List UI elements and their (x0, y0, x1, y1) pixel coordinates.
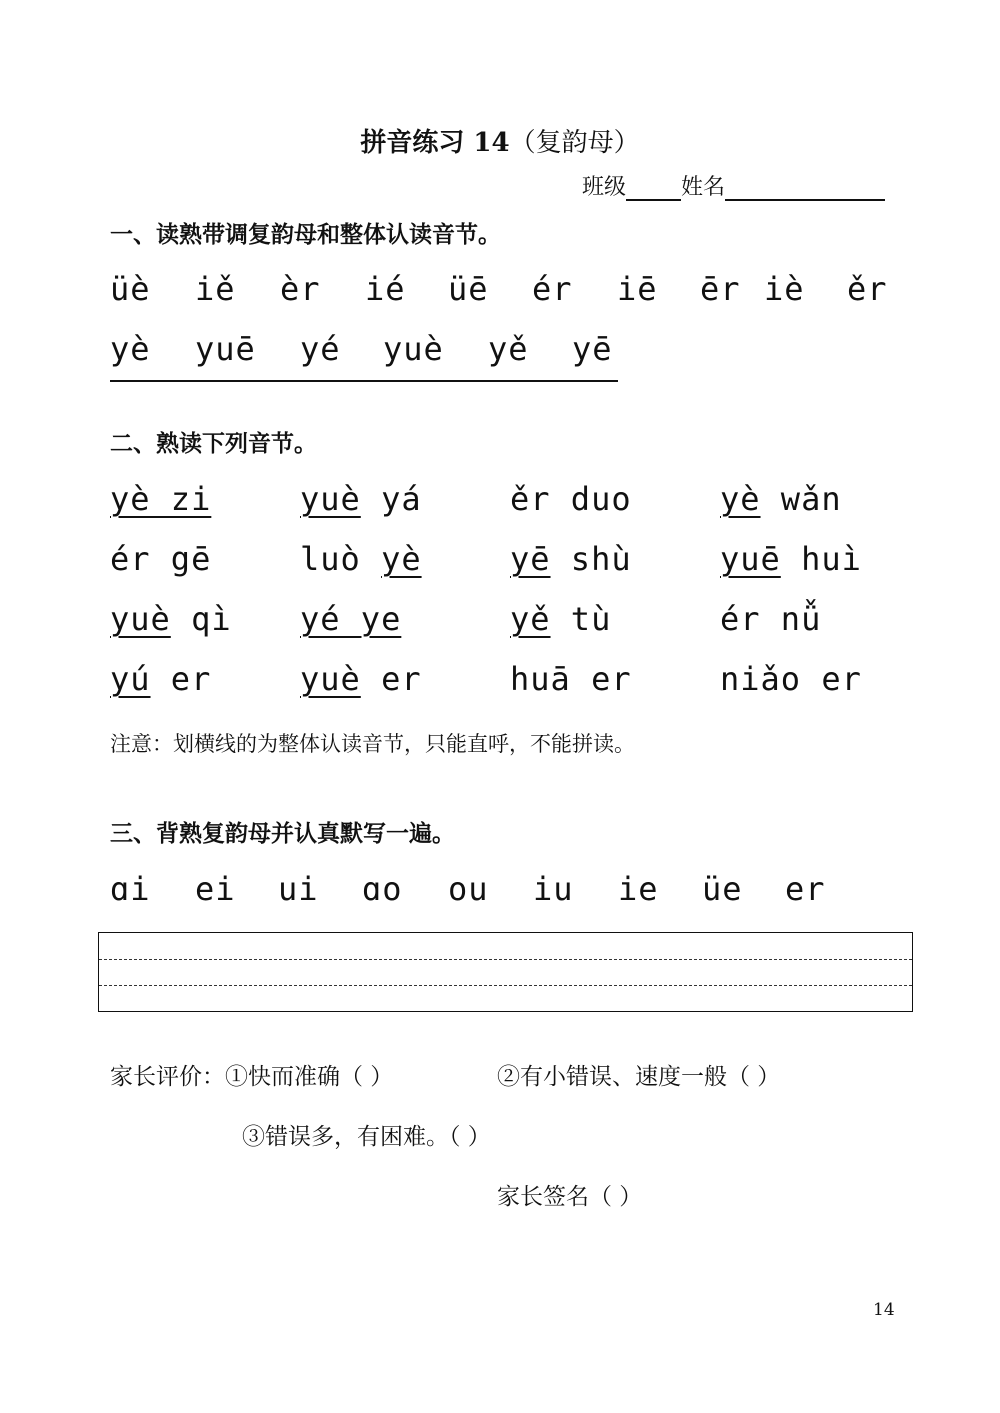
word-item (300, 660, 422, 698)
pinyin-syllable: yè (110, 330, 151, 368)
word-item (510, 480, 632, 518)
word-item (720, 540, 862, 578)
word-item (300, 600, 401, 638)
section3-heading: 三、背熟复韵母并认真默写一遍。 (110, 820, 455, 847)
syllable: ér gē (110, 540, 212, 578)
name-blank[interactable] (725, 175, 885, 201)
parent-signature[interactable]: 家长签名（ ） (497, 1184, 643, 1210)
eval-option-3[interactable]: ③错误多，有困难。（ ） (242, 1124, 491, 1150)
pinyin-syllable: üē (448, 270, 489, 308)
guide-line (99, 959, 912, 960)
syllable-underlined: yè (720, 480, 761, 518)
syllable: tù (570, 600, 612, 638)
word-item (300, 480, 422, 518)
title-text: 拼音练习 14 (360, 128, 510, 158)
syllable: yá (381, 480, 422, 518)
section1-heading: 一、读熟带调复韵母和整体认读音节。 (110, 221, 501, 248)
word-item (110, 600, 232, 638)
final-syllable: er (785, 870, 826, 908)
pinyin-syllable: iě (195, 270, 236, 308)
syllable: niǎo er (720, 660, 862, 698)
syllable: er (170, 660, 212, 698)
word-item (110, 540, 211, 578)
section1-row2 (110, 330, 630, 385)
parent-eval (110, 1058, 393, 1091)
word-item (110, 660, 211, 698)
final-syllable: iu (533, 870, 574, 908)
syllable-underlined: yú (110, 660, 151, 698)
final-syllable: ui (278, 870, 319, 908)
syllable: luò (300, 540, 361, 578)
class-label: 班级 (582, 175, 627, 200)
name-label: 姓名 (681, 175, 726, 200)
syllable: er (381, 660, 422, 698)
word-item (300, 540, 422, 578)
pinyin-syllable: ěr (847, 270, 888, 308)
syllable-underlined: yuè (300, 660, 361, 698)
syllable-underlined: yuè (300, 480, 361, 518)
pinyin-syllable: üè (110, 270, 151, 308)
syllable-underlined: yè zi (110, 480, 212, 518)
guide-line (99, 985, 912, 986)
final-syllable: üe (702, 870, 743, 908)
syllable-underlined: yè (381, 540, 422, 578)
class-name-line (582, 170, 885, 201)
final-syllable: ou (448, 870, 489, 908)
syllable: huì (801, 540, 862, 578)
section2-heading: 二、熟读下列音节。 (110, 430, 317, 457)
word-item (510, 540, 632, 578)
final-syllable: ie (618, 870, 659, 908)
page-title (0, 122, 1000, 159)
eval-option-1[interactable]: ①快而准确（ ） (225, 1064, 394, 1090)
eval-option-2[interactable]: ②有小错误、速度一般（ ） (497, 1064, 781, 1090)
eval-label: 家长评价： (110, 1064, 225, 1090)
final-syllable: ɑo (362, 870, 403, 908)
pinyin-syllable: yē (572, 330, 613, 368)
final-syllable: ɑi (110, 870, 151, 908)
pinyin-syllable: èr (280, 270, 321, 308)
syllable-underlined: yuē (720, 540, 781, 578)
syllable-underlined: yuè (110, 600, 171, 638)
class-blank[interactable] (626, 175, 681, 201)
syllable: huā er (510, 660, 632, 698)
syllable-underlined: yě (510, 600, 551, 638)
word-item (510, 600, 611, 638)
section1-row1 (110, 270, 910, 310)
note-text: 注意：划横线的为整体认读音节，只能直呼，不能拼读。 (110, 732, 635, 756)
syllable: ér nǚ (720, 600, 822, 638)
syllable-underlined: yé ye (300, 600, 402, 638)
word-item (720, 600, 821, 638)
pinyin-syllable: yě (488, 330, 529, 368)
pinyin-syllable: iē (617, 270, 658, 308)
pinyin-syllable: ié (365, 270, 406, 308)
finals-row (110, 870, 890, 910)
underline (110, 380, 618, 382)
syllable: ěr duo (510, 480, 632, 518)
final-syllable: ei (195, 870, 236, 908)
title-subtitle: （复韵母） (509, 128, 640, 158)
word-item (720, 660, 862, 698)
writing-grid[interactable] (98, 932, 913, 1012)
pinyin-syllable: ér (532, 270, 573, 308)
syllable: wǎn (780, 480, 842, 518)
syllable-underlined: yē (510, 540, 551, 578)
syllable: qì (191, 600, 232, 638)
page-number: 14 (873, 1300, 895, 1320)
pinyin-syllable: yuè (383, 330, 444, 368)
pinyin-syllable: yuē (195, 330, 256, 368)
word-item (510, 660, 632, 698)
syllable: shù (570, 540, 632, 578)
pinyin-syllable: yé (300, 330, 341, 368)
word-item (110, 480, 211, 518)
pinyin-syllable: ēr (700, 270, 741, 308)
pinyin-syllable: iè (764, 270, 805, 308)
word-item (720, 480, 842, 518)
